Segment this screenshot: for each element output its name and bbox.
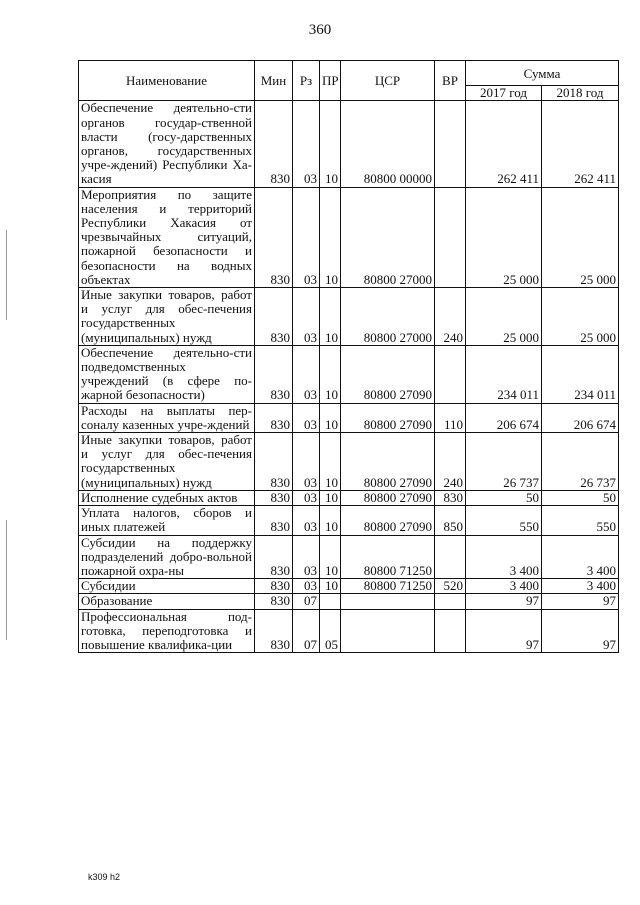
table-row xyxy=(79,594,619,609)
row-min: 830 xyxy=(255,490,293,505)
row-name: Исполнение судебных актов xyxy=(79,490,255,505)
row-csr: 80800 27000 xyxy=(341,187,435,287)
row-rz: 03 xyxy=(293,506,320,535)
table-row xyxy=(79,101,619,187)
row-sum-2017: 3 400 xyxy=(466,579,542,594)
row-csr: 80800 27090 xyxy=(341,403,435,432)
row-min: 830 xyxy=(255,101,293,187)
row-vr xyxy=(435,535,466,579)
row-sum-2017: 25 000 xyxy=(466,288,542,346)
row-min: 830 xyxy=(255,506,293,535)
row-pr: 10 xyxy=(320,403,341,432)
row-vr xyxy=(435,187,466,287)
row-sum-2017: 206 674 xyxy=(466,403,542,432)
row-name: Субсидии xyxy=(79,579,255,594)
margin-line xyxy=(6,230,7,320)
row-sum-2017: 550 xyxy=(466,506,542,535)
row-vr: 240 xyxy=(435,433,466,491)
row-name: Иные закупки товаров, работ и услуг для обес-печения государственных (муниципальных) нужд xyxy=(79,288,255,346)
row-sum-2017: 26 737 xyxy=(466,433,542,491)
row-pr: 10 xyxy=(320,187,341,287)
row-vr: 110 xyxy=(435,403,466,432)
header-pr: ПР xyxy=(320,61,341,101)
row-pr: 05 xyxy=(320,609,341,653)
row-rz: 07 xyxy=(293,609,320,653)
row-name: Профессиональная под-готовка, переподготовка и повышение квалифика-ции xyxy=(79,609,255,653)
row-sum-2018: 25 000 xyxy=(542,187,619,287)
row-vr: 850 xyxy=(435,506,466,535)
row-sum-2018: 234 011 xyxy=(542,345,619,403)
row-name: Субсидии на поддержку подразделений добро-вольной пожарной охра-ны xyxy=(79,535,255,579)
row-rz: 03 xyxy=(293,187,320,287)
header-min: Мин xyxy=(255,61,293,101)
row-min: 830 xyxy=(255,579,293,594)
table-row xyxy=(79,403,619,432)
row-rz: 03 xyxy=(293,288,320,346)
header-vr: ВР xyxy=(435,61,466,101)
table-row xyxy=(79,490,619,505)
row-csr: 80800 71250 xyxy=(341,579,435,594)
row-pr: 10 xyxy=(320,101,341,187)
row-pr: 10 xyxy=(320,490,341,505)
row-pr: 10 xyxy=(320,433,341,491)
table-row xyxy=(79,579,619,594)
row-csr: 80800 27090 xyxy=(341,345,435,403)
row-name: Обеспечение деятельно-сти органов государ-ственной власти (госу-дарственных органов, государственных учре-ждений) Республики Ха-касия xyxy=(79,101,255,187)
row-rz: 03 xyxy=(293,535,320,579)
row-name: Расходы на выплаты пер-соналу казенных учре-ждений xyxy=(79,403,255,432)
header-sum: Сумма xyxy=(466,61,619,86)
row-pr: 10 xyxy=(320,506,341,535)
row-min: 830 xyxy=(255,288,293,346)
row-sum-2018: 97 xyxy=(542,594,619,609)
row-vr xyxy=(435,345,466,403)
row-sum-2017: 50 xyxy=(466,490,542,505)
row-csr: 80800 71250 xyxy=(341,535,435,579)
row-name: Иные закупки товаров, работ и услуг для обес-печения государственных (муниципальных) нужд xyxy=(79,433,255,491)
row-csr: 80800 27090 xyxy=(341,490,435,505)
row-rz: 03 xyxy=(293,579,320,594)
row-name: Мероприятия по защите населения и территорий Республики Хакасия от чрезвычайных ситуаций, пожарной безопасности и безопасности на водных объектах xyxy=(79,187,255,287)
row-sum-2018: 550 xyxy=(542,506,619,535)
row-min: 830 xyxy=(255,345,293,403)
row-sum-2018: 3 400 xyxy=(542,579,619,594)
row-sum-2017: 262 411 xyxy=(466,101,542,187)
row-rz: 03 xyxy=(293,433,320,491)
table-row xyxy=(79,535,619,579)
row-pr: 10 xyxy=(320,535,341,579)
row-name: Образование xyxy=(79,594,255,609)
row-name: Уплата налогов, сборов и иных платежей xyxy=(79,506,255,535)
row-rz: 03 xyxy=(293,490,320,505)
row-sum-2017: 97 xyxy=(466,609,542,653)
table-header xyxy=(79,61,619,101)
row-min: 830 xyxy=(255,403,293,432)
header-year-2017: 2017 год xyxy=(466,86,542,101)
row-sum-2018: 50 xyxy=(542,490,619,505)
table-row xyxy=(79,345,619,403)
table-row xyxy=(79,288,619,346)
row-sum-2018: 25 000 xyxy=(542,288,619,346)
header-name: Наименование xyxy=(79,61,255,101)
page-number: 360 xyxy=(308,22,332,38)
row-sum-2018: 262 411 xyxy=(542,101,619,187)
margin-line xyxy=(6,520,7,640)
row-csr xyxy=(341,609,435,653)
row-rz: 07 xyxy=(293,594,320,609)
row-pr xyxy=(320,594,341,609)
row-vr xyxy=(435,609,466,653)
table-row xyxy=(79,609,619,653)
header-rz: Рз xyxy=(293,61,320,101)
row-rz: 03 xyxy=(293,345,320,403)
row-sum-2017: 25 000 xyxy=(466,187,542,287)
row-vr: 830 xyxy=(435,490,466,505)
table-row xyxy=(79,433,619,491)
row-sum-2018: 26 737 xyxy=(542,433,619,491)
row-pr: 10 xyxy=(320,288,341,346)
row-pr: 10 xyxy=(320,345,341,403)
row-min: 830 xyxy=(255,535,293,579)
table-row xyxy=(79,506,619,535)
row-vr xyxy=(435,101,466,187)
row-sum-2018: 206 674 xyxy=(542,403,619,432)
row-vr xyxy=(435,594,466,609)
row-sum-2017: 3 400 xyxy=(466,535,542,579)
row-csr: 80800 27090 xyxy=(341,506,435,535)
row-rz: 03 xyxy=(293,403,320,432)
row-min: 830 xyxy=(255,594,293,609)
row-min: 830 xyxy=(255,187,293,287)
row-rz: 03 xyxy=(293,101,320,187)
row-min: 830 xyxy=(255,433,293,491)
header-year-2018: 2018 год xyxy=(542,86,619,101)
budget-table xyxy=(78,60,619,653)
header-csr: ЦСР xyxy=(341,61,435,101)
row-sum-2018: 3 400 xyxy=(542,535,619,579)
footer-code: k309 h2 xyxy=(88,872,121,882)
table-body xyxy=(79,101,619,653)
row-sum-2017: 234 011 xyxy=(466,345,542,403)
row-csr: 80800 27090 xyxy=(341,433,435,491)
row-vr: 240 xyxy=(435,288,466,346)
row-csr xyxy=(341,594,435,609)
row-csr: 80800 27000 xyxy=(341,288,435,346)
row-min: 830 xyxy=(255,609,293,653)
row-name: Обеспечение деятельно-сти подведомственных учреждений (в сфере по-жарной безопасности) xyxy=(79,345,255,403)
table-row xyxy=(79,187,619,287)
row-pr: 10 xyxy=(320,579,341,594)
row-csr: 80800 00000 xyxy=(341,101,435,187)
row-sum-2017: 97 xyxy=(466,594,542,609)
row-sum-2018: 97 xyxy=(542,609,619,653)
row-vr: 520 xyxy=(435,579,466,594)
